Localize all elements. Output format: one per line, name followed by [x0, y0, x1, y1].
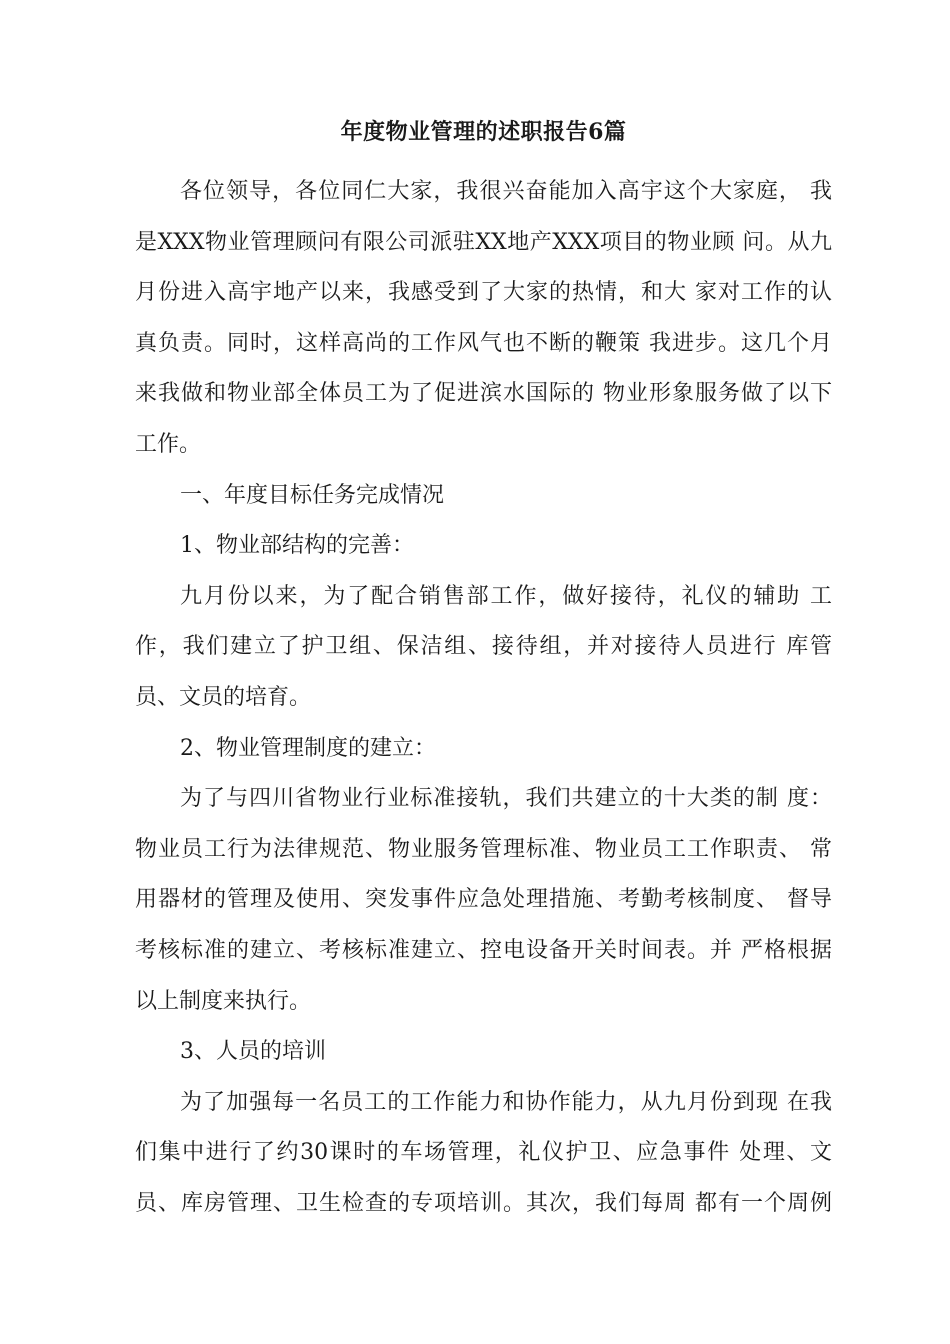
- paragraph: [135, 521, 832, 572]
- text-line: 1、物业部结构的完善：: [180, 533, 414, 559]
- document-body: [135, 117, 832, 1229]
- text-line: 真负责。同时，这样高尚的工作风气也不断的鞭策 我进步。这几个月: [135, 330, 832, 356]
- paragraph: [135, 167, 832, 471]
- text-line: 来我做和物业部全体员工为了促进滨水国际的 物业形象服务做了以下: [135, 381, 832, 407]
- text-line: 为了加强每一名员工的工作能力和协作能力，从九月份到现 在我: [180, 1089, 832, 1115]
- text-line: 2、物业管理制度的建立：: [180, 735, 436, 761]
- text-line: 为了与四川省物业行业标准接轨，我们共建立的十大类的制 度：: [180, 786, 832, 812]
- paragraph: [135, 471, 832, 522]
- text-line: 员、库房管理、卫生检查的专项培训。其次，我们每周 都有一个周例: [135, 1190, 832, 1216]
- text-line: 3、人员的培训: [180, 1039, 326, 1065]
- text-line: 用器材的管理及使用、突发事件应急处理措施、考勤考核制度、 督导: [135, 887, 832, 913]
- text-line: 一、年度目标任务完成情况: [180, 482, 445, 508]
- paragraph: [135, 572, 832, 724]
- paragraph: [135, 1078, 832, 1230]
- text-line: 们集中进行了约30课时的车场管理，礼仪护卫、应急事件 处理、文: [135, 1140, 832, 1166]
- paragraph: [135, 724, 832, 775]
- paragraph: [135, 1027, 832, 1078]
- document-title: 年度物业管理的述职报告6篇: [340, 119, 627, 145]
- paragraph-list: [135, 167, 832, 1229]
- text-line: 月份进入高宇地产以来，我感受到了大家的热情，和大 家对工作的认: [135, 280, 832, 306]
- text-line: 九月份以来，为了配合销售部工作，做好接待，礼仪的辅助 工: [180, 583, 832, 609]
- text-line: 物业员工行为法律规范、物业服务管理标准、物业员工工作职责、 常: [135, 836, 832, 862]
- text-line: 是XXX物业管理顾问有限公司派驻XX地产XXX项目的物业顾 问。从九: [135, 229, 832, 255]
- text-line: 以上制度来执行。: [135, 988, 312, 1014]
- paragraph: [135, 774, 832, 1027]
- text-line: 员、文员的培育。: [135, 684, 312, 710]
- text-line: 工作。: [135, 431, 202, 457]
- text-line: 各位领导，各位同仁大家，我很兴奋能加入高宇这个大家庭， 我: [180, 179, 832, 204]
- text-line: 作，我们建立了护卫组、保洁组、接待组，并对接待人员进行 库管: [135, 634, 832, 660]
- text-line: 考核标准的建立、考核标准建立、控电设备开关时间表。并 严格根据: [135, 937, 832, 963]
